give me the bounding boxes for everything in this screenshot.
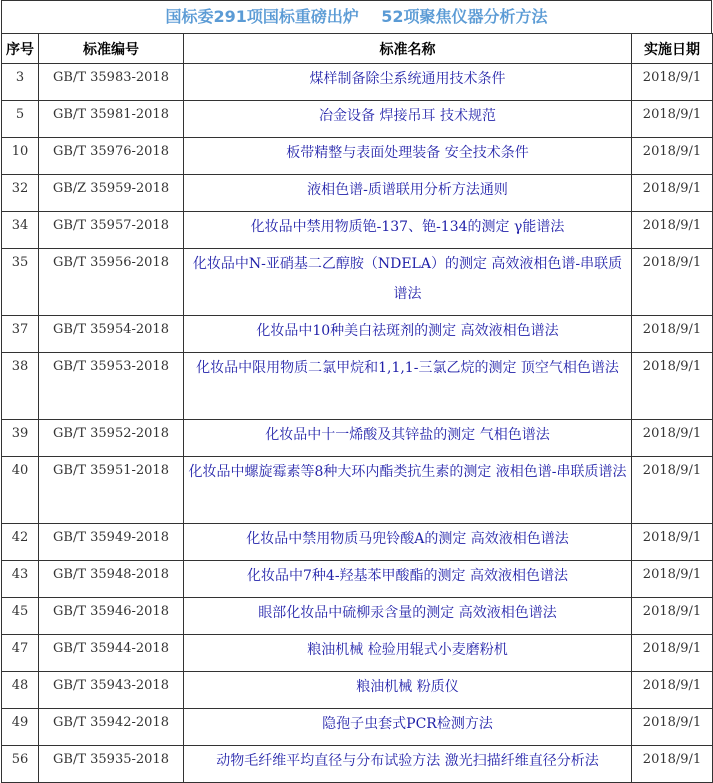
header-effective-date: 实施日期 [632,34,713,64]
standards-document [1,0,712,783]
standard-code-cell: GB/T 35946-2018 [39,598,184,635]
table-row [2,709,713,746]
serial-number-cell: 47 [2,635,39,672]
standard-code-cell: GB/T 35983-2018 [39,64,184,101]
standard-name-link[interactable]: 煤样制备除尘系统通用技术条件 [184,64,632,101]
table-row [2,175,713,212]
table-row [2,746,713,783]
standard-name-link[interactable]: 化妆品中限用物质二氯甲烷和1,1,1-三氯乙烷的测定 顶空气相色谱法 [184,353,632,420]
effective-date-cell: 2018/9/1 [632,635,713,672]
header-standard-name: 标准名称 [184,34,632,64]
effective-date-cell: 2018/9/1 [632,353,713,420]
table-row [2,457,713,524]
standard-code-cell: GB/T 35948-2018 [39,561,184,598]
table-row [2,138,713,175]
standard-name-link[interactable]: 隐孢子虫套式PCR检测方法 [184,709,632,746]
effective-date-cell: 2018/9/1 [632,101,713,138]
table-row [2,672,713,709]
serial-number-cell: 3 [2,64,39,101]
header-standard-code: 标准编号 [39,34,184,64]
standard-code-cell: GB/T 35954-2018 [39,316,184,353]
effective-date-cell: 2018/9/1 [632,175,713,212]
table-row [2,353,713,420]
serial-number-cell: 43 [2,561,39,598]
standard-name-link[interactable]: 化妆品中7种4-羟基苯甲酸酯的测定 高效液相色谱法 [184,561,632,598]
standard-code-cell: GB/T 35951-2018 [39,457,184,524]
table-body [2,64,713,783]
standard-code-cell: GB/T 35957-2018 [39,212,184,249]
standard-name-link[interactable]: 眼部化妆品中硫柳汞含量的测定 高效液相色谱法 [184,598,632,635]
serial-number-cell: 40 [2,457,39,524]
header-serial-number: 序号 [2,34,39,64]
document-title: 国标委291项国标重磅出炉 52项聚焦仪器分析方法 [1,0,712,33]
standard-code-cell: GB/Z 35959-2018 [39,175,184,212]
effective-date-cell: 2018/9/1 [632,524,713,561]
standard-name-link[interactable]: 化妆品中禁用物质马兜铃酸A的测定 高效液相色谱法 [184,524,632,561]
standard-name-link[interactable]: 板带精整与表面处理装备 安全技术条件 [184,138,632,175]
standard-name-link[interactable]: 化妆品中N-亚硝基二乙醇胺（NDELA）的测定 高效液相色谱-串联质谱法 [184,249,632,316]
standard-code-cell: GB/T 35953-2018 [39,353,184,420]
standard-name-link[interactable]: 化妆品中禁用物质铯-137、铯-134的测定 γ能谱法 [184,212,632,249]
effective-date-cell: 2018/9/1 [632,138,713,175]
table-row [2,420,713,457]
table-row [2,635,713,672]
effective-date-cell: 2018/9/1 [632,249,713,316]
serial-number-cell: 45 [2,598,39,635]
standard-code-cell: GB/T 35952-2018 [39,420,184,457]
standard-name-link[interactable]: 冶金设备 焊接吊耳 技术规范 [184,101,632,138]
standard-name-link[interactable]: 化妆品中10种美白祛斑剂的测定 高效液相色谱法 [184,316,632,353]
table-row [2,249,713,316]
table-row [2,598,713,635]
serial-number-cell: 39 [2,420,39,457]
standard-code-cell: GB/T 35981-2018 [39,101,184,138]
serial-number-cell: 32 [2,175,39,212]
serial-number-cell: 34 [2,212,39,249]
standard-name-link[interactable]: 动物毛纤维平均直径与分布试验方法 激光扫描纤维直径分析法 [184,746,632,783]
effective-date-cell: 2018/9/1 [632,316,713,353]
standard-code-cell: GB/T 35943-2018 [39,672,184,709]
table-row [2,316,713,353]
serial-number-cell: 35 [2,249,39,316]
effective-date-cell: 2018/9/1 [632,598,713,635]
serial-number-cell: 5 [2,101,39,138]
standard-name-link[interactable]: 化妆品中十一烯酸及其锌盐的测定 气相色谱法 [184,420,632,457]
serial-number-cell: 38 [2,353,39,420]
table-row [2,212,713,249]
serial-number-cell: 56 [2,746,39,783]
effective-date-cell: 2018/9/1 [632,561,713,598]
effective-date-cell: 2018/9/1 [632,457,713,524]
table-row [2,64,713,101]
effective-date-cell: 2018/9/1 [632,64,713,101]
table-row [2,524,713,561]
serial-number-cell: 48 [2,672,39,709]
serial-number-cell: 37 [2,316,39,353]
table-header-row [2,34,713,64]
effective-date-cell: 2018/9/1 [632,212,713,249]
serial-number-cell: 42 [2,524,39,561]
standard-name-link[interactable]: 粮油机械 检验用辊式小麦磨粉机 [184,635,632,672]
effective-date-cell: 2018/9/1 [632,709,713,746]
standard-code-cell: GB/T 35956-2018 [39,249,184,316]
table-row [2,101,713,138]
standards-table [1,33,713,783]
standard-code-cell: GB/T 35935-2018 [39,746,184,783]
table-row [2,561,713,598]
effective-date-cell: 2018/9/1 [632,420,713,457]
standard-code-cell: GB/T 35976-2018 [39,138,184,175]
standard-code-cell: GB/T 35944-2018 [39,635,184,672]
effective-date-cell: 2018/9/1 [632,672,713,709]
standard-name-link[interactable]: 液相色谱-质谱联用分析方法通则 [184,175,632,212]
standard-name-link[interactable]: 粮油机械 粉质仪 [184,672,632,709]
standard-code-cell: GB/T 35949-2018 [39,524,184,561]
standard-name-link[interactable]: 化妆品中螺旋霉素等8种大环内酯类抗生素的测定 液相色谱-串联质谱法 [184,457,632,524]
serial-number-cell: 49 [2,709,39,746]
effective-date-cell: 2018/9/1 [632,746,713,783]
standard-code-cell: GB/T 35942-2018 [39,709,184,746]
serial-number-cell: 10 [2,138,39,175]
